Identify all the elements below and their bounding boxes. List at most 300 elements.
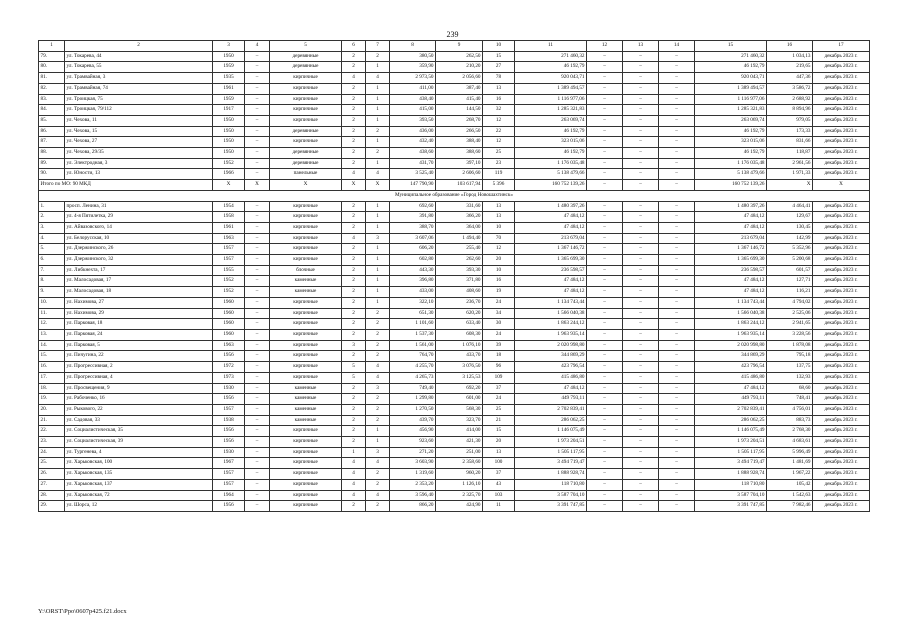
- table-cell: декабрь 2023 г.: [813, 62, 870, 73]
- table-cell: 408,60: [436, 287, 483, 298]
- table-cell: кирпичные: [270, 212, 342, 223]
- table-cell: ул. Рыкового, 22: [65, 404, 213, 415]
- table-cell: 2: [366, 51, 390, 62]
- table-cell: –: [623, 83, 659, 94]
- table-cell: –: [623, 469, 659, 480]
- table-cell: –: [587, 158, 623, 169]
- table-cell: 2: [366, 479, 390, 490]
- table-cell: ул. Дзержинского, 32: [65, 255, 213, 266]
- table-cell: 456,90: [390, 426, 436, 437]
- table-cell: –: [623, 501, 659, 512]
- table-row: [39, 426, 870, 437]
- table-cell: 47 484,12: [515, 276, 587, 287]
- table-cell: декабрь 2023 г.: [813, 51, 870, 62]
- table-cell: декабрь 2023 г.: [813, 233, 870, 244]
- table-cell: 1 146 075,49: [695, 426, 767, 437]
- table-cell: 1963: [213, 233, 245, 244]
- table-cell: 118,87: [767, 148, 813, 159]
- table-cell: 2: [366, 351, 390, 362]
- table-cell: –: [659, 340, 695, 351]
- table-cell: 16: [483, 94, 515, 105]
- table-cell: деревянные: [270, 62, 342, 73]
- table-cell: декабрь 2023 г.: [813, 212, 870, 223]
- table-cell: 1952: [213, 276, 245, 287]
- table-cell: –: [659, 501, 695, 512]
- table-cell: 10: [483, 222, 515, 233]
- table-cell: 25.: [39, 458, 65, 469]
- table-cell: 1 367 146,72: [695, 244, 767, 255]
- table-cell: 1967: [213, 458, 245, 469]
- table-cell: 2: [342, 276, 366, 287]
- table-cell: –: [587, 372, 623, 383]
- table-cell: X: [813, 180, 870, 191]
- table-cell: 29.: [39, 501, 65, 512]
- table-cell: ул. Просвещения, 9: [65, 383, 213, 394]
- table-cell: 359,90: [390, 62, 436, 73]
- table-cell: 5: [342, 372, 366, 383]
- table-cell: 263 069,74: [515, 115, 587, 126]
- table-cell: –: [245, 501, 270, 512]
- table-cell: 16: [483, 276, 515, 287]
- table-cell: –: [245, 479, 270, 490]
- table-cell: 4 464,41: [767, 201, 813, 212]
- table-cell: 12: [483, 115, 515, 126]
- table-cell: ул. Парковая, 5: [65, 340, 213, 351]
- table-cell: 601,57: [767, 265, 813, 276]
- table-cell: 415,00: [390, 105, 436, 116]
- table-cell: 46 192,79: [515, 126, 587, 137]
- table-cell: декабрь 2023 г.: [813, 94, 870, 105]
- table-cell: 5 996,49: [767, 447, 813, 458]
- table-cell: кирпичные: [270, 244, 342, 255]
- table-cell: 47 484,12: [695, 276, 767, 287]
- table-cell: панельные: [270, 169, 342, 180]
- table-cell: 1 176 035,48: [515, 158, 587, 169]
- table-cell: 1 505 117,95: [695, 447, 767, 458]
- table-cell: 923,60: [390, 437, 436, 448]
- table-cell: 6: [342, 41, 366, 52]
- table-cell: каменные: [270, 415, 342, 426]
- table-cell: –: [587, 126, 623, 137]
- table-cell: 2: [342, 137, 366, 148]
- table-cell: –: [245, 244, 270, 255]
- table-cell: 266,50: [436, 126, 483, 137]
- table-cell: 651,30: [390, 308, 436, 319]
- table-cell: 1 285 321,83: [515, 105, 587, 116]
- table-cell: 12.: [39, 319, 65, 330]
- table-cell: –: [245, 340, 270, 351]
- table-cell: –: [659, 212, 695, 223]
- table-cell: 8.: [39, 276, 65, 287]
- table-cell: 692,20: [436, 383, 483, 394]
- table-cell: –: [659, 362, 695, 373]
- table-cell: 4: [342, 458, 366, 469]
- table-cell: 5 352,96: [767, 244, 813, 255]
- table-cell: 4 255,70: [390, 362, 436, 373]
- table-cell: 43: [483, 479, 515, 490]
- table-cell: 1 319,60: [390, 469, 436, 480]
- table-cell: 2: [366, 404, 390, 415]
- table-cell: декабрь 2023 г.: [813, 169, 870, 180]
- table-cell: 2 688,92: [767, 94, 813, 105]
- table-cell: 1 134 743,44: [515, 297, 587, 308]
- table-cell: 15.: [39, 351, 65, 362]
- table-cell: декабрь 2023 г.: [813, 276, 870, 287]
- table-cell: –: [587, 490, 623, 501]
- table-cell: –: [587, 319, 623, 330]
- table-cell: деревянные: [270, 158, 342, 169]
- table-cell: 1 116 977,06: [695, 94, 767, 105]
- table-cell: 11: [515, 41, 587, 52]
- table-cell: –: [587, 404, 623, 415]
- table-cell: 105,42: [767, 479, 813, 490]
- table-cell: 4: [342, 73, 366, 84]
- table-cell: 81.: [39, 73, 65, 84]
- table-cell: 271 460,32: [515, 51, 587, 62]
- table-cell: –: [245, 126, 270, 137]
- table-cell: 286 062,25: [695, 415, 767, 426]
- table-cell: 2 702 839,41: [695, 404, 767, 415]
- table-row: [39, 469, 870, 480]
- table-cell: 920 043,71: [695, 73, 767, 84]
- table-cell: кирпичные: [270, 255, 342, 266]
- table-cell: –: [623, 148, 659, 159]
- table-row: [39, 308, 870, 319]
- table-cell: 1 365 699,30: [695, 255, 767, 266]
- table-cell: –: [623, 479, 659, 490]
- table-cell: 32: [483, 105, 515, 116]
- table-cell: 1960: [213, 297, 245, 308]
- table-cell: 10: [483, 265, 515, 276]
- table-row: [39, 222, 870, 233]
- table-cell: 46 192,79: [695, 148, 767, 159]
- table-cell: –: [587, 287, 623, 298]
- table-cell: 608,30: [436, 329, 483, 340]
- table-cell: –: [245, 329, 270, 340]
- table-cell: 129,67: [767, 212, 813, 223]
- table-cell: –: [659, 458, 695, 469]
- table-cell: –: [623, 73, 659, 84]
- section-header-row: [39, 190, 870, 201]
- table-cell: –: [659, 447, 695, 458]
- table-cell: –: [587, 94, 623, 105]
- table-cell: –: [587, 169, 623, 180]
- table-cell: 1 134 743,44: [695, 297, 767, 308]
- table-cell: 1930: [213, 383, 245, 394]
- table-cell: –: [659, 255, 695, 266]
- table-cell: –: [245, 404, 270, 415]
- table-cell: –: [245, 415, 270, 426]
- table-cell: –: [245, 233, 270, 244]
- table-cell: кирпичные: [270, 329, 342, 340]
- table-cell: 251,00: [436, 447, 483, 458]
- table-cell: кирпичные: [270, 340, 342, 351]
- table-cell: кирпичные: [270, 297, 342, 308]
- table-cell: декабрь 2023 г.: [813, 201, 870, 212]
- table-cell: 39: [483, 340, 515, 351]
- table-cell: 1: [39, 41, 65, 52]
- table-cell: 1 566 040,38: [695, 308, 767, 319]
- table-cell: 4: [342, 169, 366, 180]
- table-cell: X: [767, 180, 813, 191]
- table-cell: 271,20: [390, 447, 436, 458]
- table-cell: 82.: [39, 83, 65, 94]
- table-cell: кирпичные: [270, 319, 342, 330]
- table-cell: декабрь 2023 г.: [813, 501, 870, 512]
- table-cell: 764,70: [390, 351, 436, 362]
- table-cell: –: [245, 105, 270, 116]
- table-cell: 2 325,70: [436, 490, 483, 501]
- table-cell: –: [659, 469, 695, 480]
- table-cell: –: [659, 105, 695, 116]
- table-cell: 1: [366, 83, 390, 94]
- table-cell: 3 587 704,10: [515, 490, 587, 501]
- table-cell: 6.: [39, 255, 65, 266]
- table-cell: 2: [342, 297, 366, 308]
- table-cell: 80.: [39, 62, 65, 73]
- table-cell: –: [245, 437, 270, 448]
- table-cell: 388,60: [436, 148, 483, 159]
- table-cell: 47 484,12: [695, 212, 767, 223]
- table-cell: 2 020 998,80: [695, 340, 767, 351]
- table-cell: 47 484,12: [515, 212, 587, 223]
- table-cell: –: [245, 458, 270, 469]
- table-cell: –: [623, 458, 659, 469]
- table-cell: 21: [483, 415, 515, 426]
- table-cell: 3 607,06: [390, 233, 436, 244]
- table-row: [39, 51, 870, 62]
- table-cell: 47 484,12: [695, 287, 767, 298]
- table-cell: 447,36: [767, 73, 813, 84]
- table-cell: 1956: [213, 437, 245, 448]
- table-cell: 1 963 935,14: [515, 329, 587, 340]
- table-row: [39, 458, 870, 469]
- table-cell: –: [659, 287, 695, 298]
- table-cell: 1: [366, 244, 390, 255]
- table-row: [39, 233, 870, 244]
- table-cell: 23: [483, 158, 515, 169]
- table-cell: –: [623, 126, 659, 137]
- table-cell: ул. Токарева, 55: [65, 62, 213, 73]
- table-cell: 118 710,80: [695, 479, 767, 490]
- table-cell: 219,65: [767, 62, 813, 73]
- table-cell: 3 596,40: [390, 490, 436, 501]
- table-cell: –: [623, 362, 659, 373]
- table-row: [39, 265, 870, 276]
- table-cell: 4: [342, 233, 366, 244]
- table-cell: X: [366, 180, 390, 191]
- table-cell: –: [587, 265, 623, 276]
- table-cell: 5 200,68: [767, 255, 813, 266]
- table-cell: –: [623, 287, 659, 298]
- table-cell: –: [623, 297, 659, 308]
- table-cell: 2: [342, 329, 366, 340]
- table-cell: 3: [213, 41, 245, 52]
- table-cell: 47 484,12: [695, 222, 767, 233]
- table-cell: –: [659, 201, 695, 212]
- table-cell: –: [245, 319, 270, 330]
- table-cell: –: [245, 426, 270, 437]
- table-cell: –: [623, 372, 659, 383]
- total-row: [39, 180, 870, 191]
- table-cell: 2: [366, 469, 390, 480]
- table-cell: –: [659, 383, 695, 394]
- table-cell: кирпичные: [270, 201, 342, 212]
- table-cell: каменные: [270, 383, 342, 394]
- table-cell: –: [659, 94, 695, 105]
- table-cell: 2: [65, 41, 213, 52]
- table-cell: 411,00: [390, 83, 436, 94]
- table-cell: 2: [342, 158, 366, 169]
- table-cell: –: [623, 105, 659, 116]
- table-cell: 1917: [213, 105, 245, 116]
- table-cell: 1 365 699,30: [515, 255, 587, 266]
- table-cell: –: [587, 180, 623, 191]
- table-cell: 3 228,56: [767, 329, 813, 340]
- table-cell: ул. Либкнехта, 17: [65, 265, 213, 276]
- table-cell: 1960: [213, 308, 245, 319]
- table-cell: 2: [366, 501, 390, 512]
- table-cell: 423 796,54: [515, 362, 587, 373]
- table-cell: 13: [483, 83, 515, 94]
- table-cell: 2: [342, 437, 366, 448]
- table-cell: 86.: [39, 126, 65, 137]
- table-cell: 323 015,06: [515, 137, 587, 148]
- table-cell: 866,20: [390, 501, 436, 512]
- table-row: [39, 319, 870, 330]
- table-cell: 4: [342, 479, 366, 490]
- table-cell: 433,70: [436, 351, 483, 362]
- table-cell: –: [623, 265, 659, 276]
- table-cell: 431,70: [390, 158, 436, 169]
- table-cell: 388,70: [390, 222, 436, 233]
- table-cell: –: [587, 297, 623, 308]
- table-cell: 387,40: [436, 83, 483, 94]
- table-cell: декабрь 2023 г.: [813, 115, 870, 126]
- table-cell: –: [659, 169, 695, 180]
- table-cell: 90.: [39, 169, 65, 180]
- table-cell: 421,30: [436, 437, 483, 448]
- table-row: [39, 169, 870, 180]
- table-cell: 2 941,65: [767, 319, 813, 330]
- table-cell: 633,40: [436, 319, 483, 330]
- table-cell: ул. Чехова, 29/35: [65, 148, 213, 159]
- table-cell: 1957: [213, 469, 245, 480]
- table-cell: 236 598,57: [695, 265, 767, 276]
- table-cell: 2: [342, 351, 366, 362]
- table-cell: 2: [342, 308, 366, 319]
- table-cell: –: [623, 319, 659, 330]
- table-cell: 13: [483, 447, 515, 458]
- table-cell: декабрь 2023 г.: [813, 83, 870, 94]
- table-cell: –: [245, 212, 270, 223]
- table-cell: –: [587, 415, 623, 426]
- table-cell: 2: [342, 222, 366, 233]
- table-cell: 20.: [39, 404, 65, 415]
- table-cell: 920 043,71: [515, 73, 587, 84]
- table-cell: 24: [483, 329, 515, 340]
- table-cell: –: [659, 329, 695, 340]
- table-cell: –: [587, 276, 623, 287]
- table-cell: 4: [366, 73, 390, 84]
- table-cell: 1957: [213, 404, 245, 415]
- table-cell: –: [587, 329, 623, 340]
- table-cell: кирпичные: [270, 115, 342, 126]
- table-cell: 1: [366, 297, 390, 308]
- table-cell: 68,60: [767, 383, 813, 394]
- table-cell: 1 389 494,57: [695, 83, 767, 94]
- table-cell: 364,00: [436, 222, 483, 233]
- table-row: [39, 105, 870, 116]
- table-cell: 16: [767, 41, 813, 52]
- table-cell: ул. Парковая, 18: [65, 319, 213, 330]
- table-row: [39, 383, 870, 394]
- table-cell: 2: [342, 51, 366, 62]
- table-cell: 25: [483, 148, 515, 159]
- table-cell: декабрь 2023 г.: [813, 447, 870, 458]
- table-cell: 1957: [213, 244, 245, 255]
- table-cell: –: [587, 83, 623, 94]
- table-cell: –: [245, 447, 270, 458]
- table-cell: кирпичные: [270, 351, 342, 362]
- table-cell: 4: [366, 490, 390, 501]
- table-cell: X: [213, 180, 245, 191]
- table-cell: 103 617,94: [436, 180, 483, 191]
- table-cell: 439,70: [390, 415, 436, 426]
- table-cell: –: [245, 308, 270, 319]
- table-cell: –: [659, 319, 695, 330]
- table-cell: 144,50: [436, 105, 483, 116]
- column-number-row: [39, 41, 870, 52]
- table-cell: –: [659, 158, 695, 169]
- table-cell: 1: [366, 212, 390, 223]
- table-cell: 1950: [213, 115, 245, 126]
- table-cell: 18: [483, 351, 515, 362]
- table-cell: 2: [366, 148, 390, 159]
- table-cell: 3 587 704,10: [695, 490, 767, 501]
- table-cell: 1 285 321,83: [695, 105, 767, 116]
- table-cell: ул. Нахимова, 27: [65, 297, 213, 308]
- table-cell: 1 480 397,26: [695, 201, 767, 212]
- table-cell: 5 396: [483, 180, 515, 191]
- table-cell: 1 888 928,74: [515, 469, 587, 480]
- table-cell: 1 505 117,95: [515, 447, 587, 458]
- table-row: [39, 62, 870, 73]
- table-cell: 433,00: [390, 287, 436, 298]
- table-cell: ул. Юности, 13: [65, 169, 213, 180]
- table-cell: 795,18: [767, 351, 813, 362]
- table-cell: 2 056,60: [436, 73, 483, 84]
- table-cell: 438,60: [390, 148, 436, 159]
- table-cell: 46 192,79: [515, 148, 587, 159]
- table-cell: 3 391 747,85: [515, 501, 587, 512]
- table-cell: 2: [342, 287, 366, 298]
- table-cell: ул. Малосадовая, 18: [65, 287, 213, 298]
- table-cell: 692,60: [390, 201, 436, 212]
- table-cell: –: [659, 404, 695, 415]
- table-cell: –: [659, 265, 695, 276]
- table-cell: –: [623, 394, 659, 405]
- table-cell: –: [245, 94, 270, 105]
- table-cell: декабрь 2023 г.: [813, 362, 870, 373]
- table-cell: 24: [483, 297, 515, 308]
- table-cell: кирпичные: [270, 362, 342, 373]
- table-row: [39, 137, 870, 148]
- table-cell: 127,71: [767, 276, 813, 287]
- table-cell: 748,41: [767, 394, 813, 405]
- table-cell: 2: [342, 148, 366, 159]
- table-cell: –: [659, 415, 695, 426]
